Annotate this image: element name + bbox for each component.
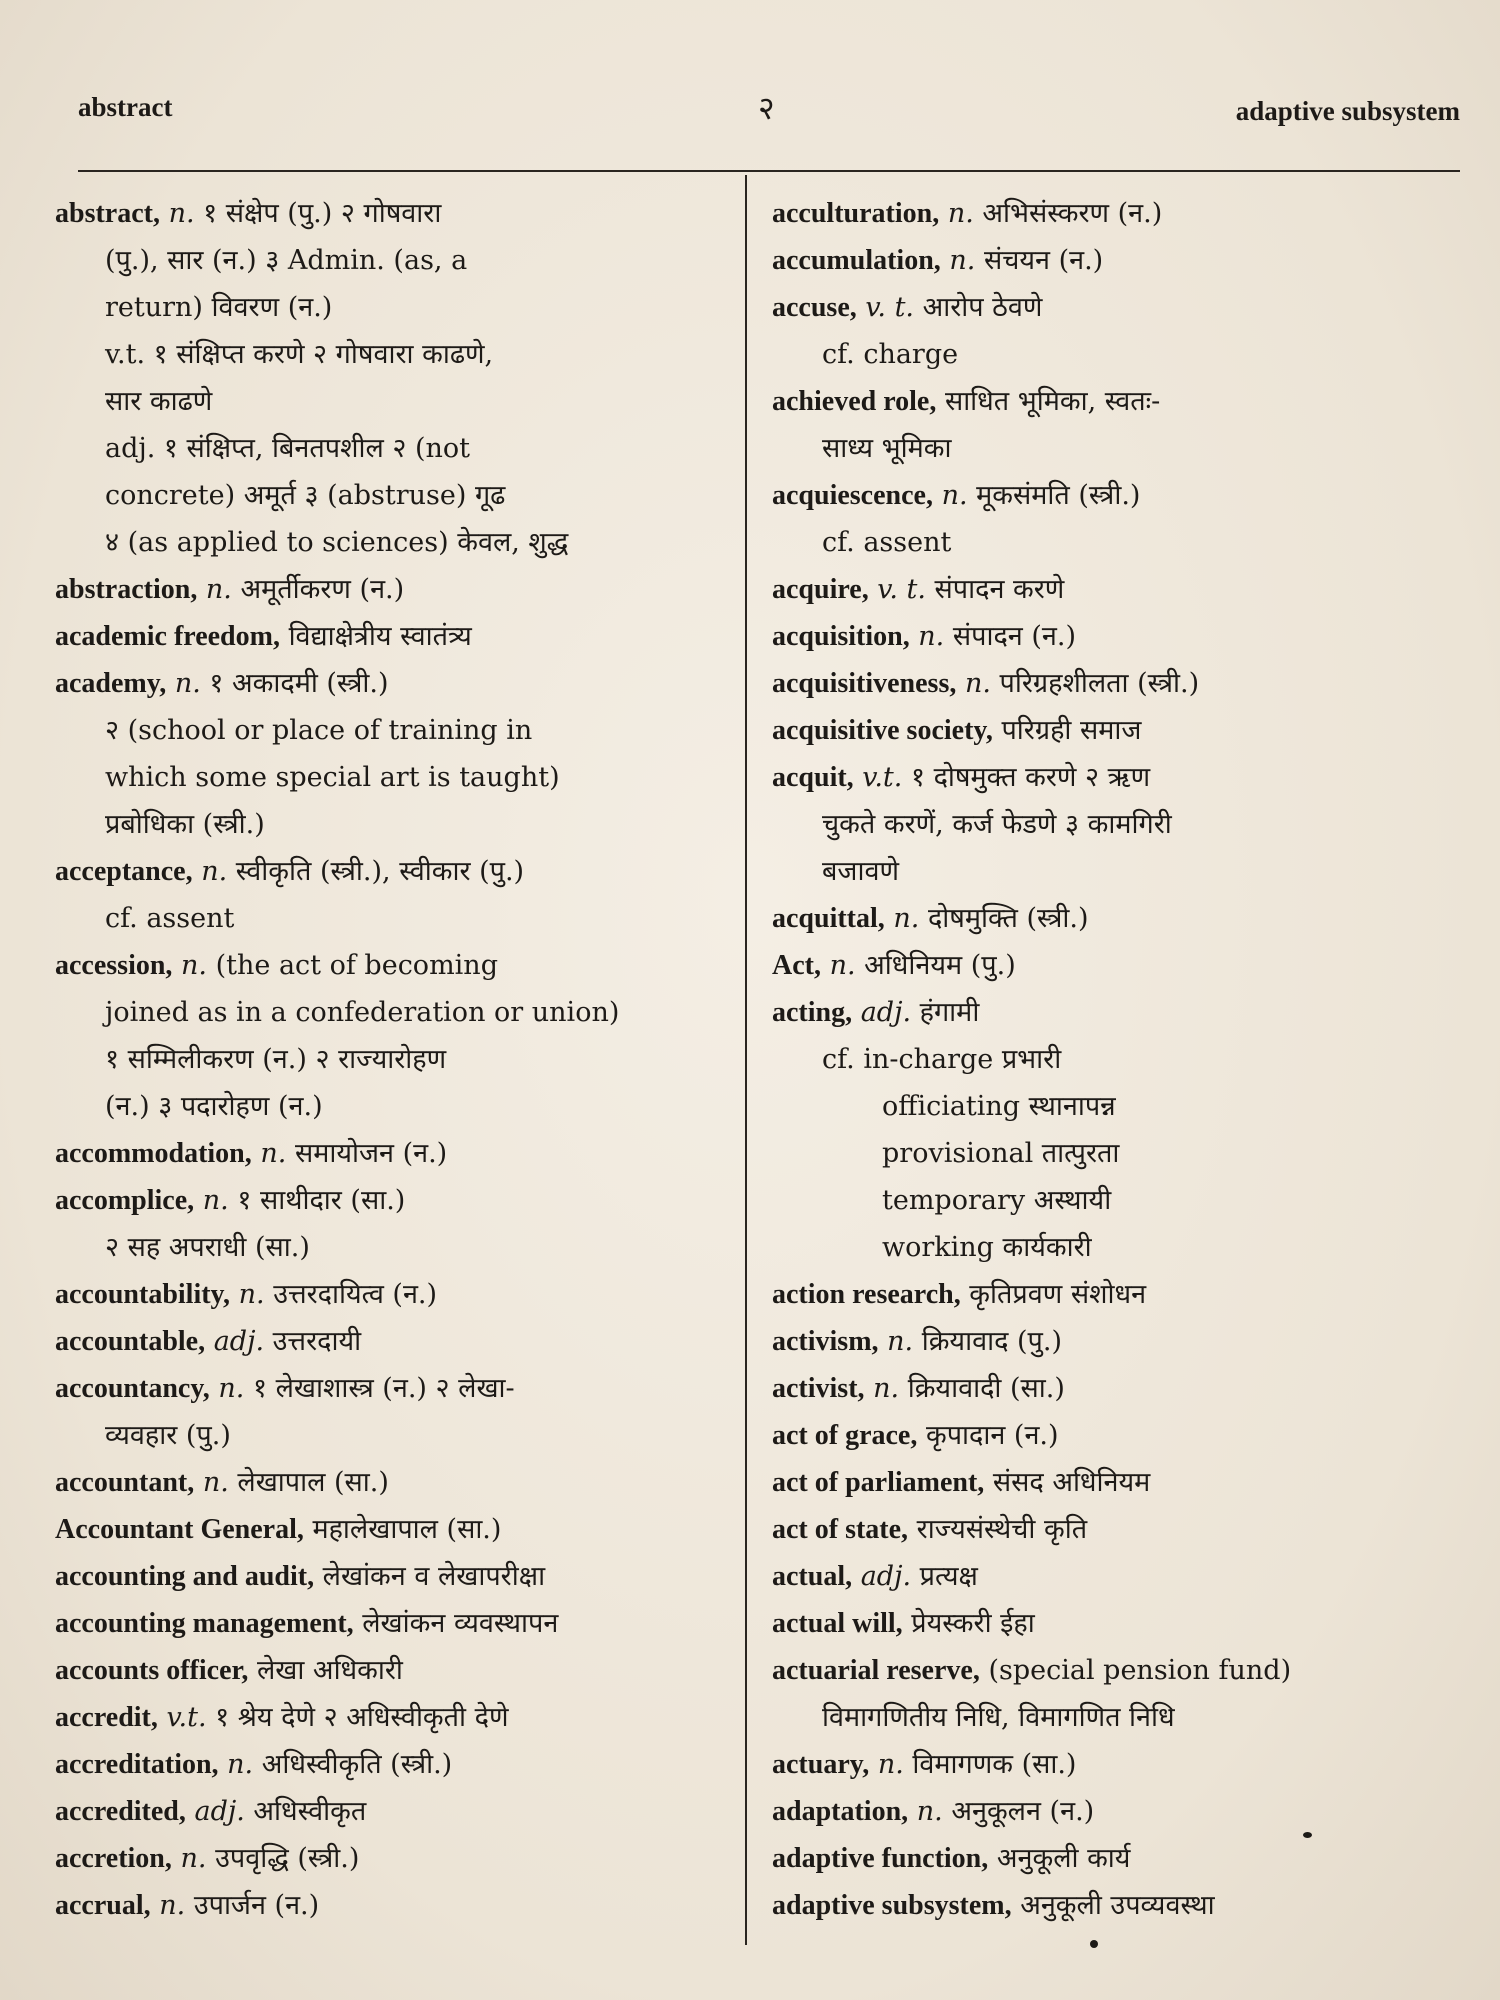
entry-headword: accumulation, (772, 245, 941, 276)
entry-headword: act of grace, (772, 1420, 918, 1451)
entry-continuation (772, 801, 1467, 848)
entry-headword: acceptance, (55, 856, 193, 887)
dictionary-entry (772, 378, 1467, 425)
dictionary-entry (55, 613, 725, 660)
dictionary-entry (55, 1318, 725, 1365)
entry-headword: Act, (772, 950, 821, 981)
entry-continuation-text: व्यवहार (पु.) (105, 1420, 231, 1451)
entry-headword: adaptation, (772, 1796, 909, 1827)
entry-continuation-text: concrete) अमूर्त ३ (abstruse) गूढ (105, 480, 506, 511)
part-of-speech: n. (893, 903, 920, 934)
entry-continuation (772, 1130, 1467, 1177)
dictionary-entry (772, 566, 1467, 613)
entry-headword: actual, (772, 1561, 853, 1592)
entry-headword: accommodation, (55, 1138, 252, 1169)
entry-headword: academy, (55, 668, 167, 699)
entry-continuation-text: (न.) ३ पदारोहण (न.) (105, 1091, 323, 1122)
entry-continuation (772, 1224, 1467, 1271)
entry-continuation-text: cf. assent (105, 903, 235, 934)
entry-definition: आरोप ठेवणे (922, 292, 1043, 323)
entry-headword: action research, (772, 1279, 961, 1310)
column-divider (745, 175, 747, 1945)
entry-definition: उत्तरदायित्व (न.) (273, 1279, 438, 1310)
entry-definition: विद्याक्षेत्रीय स्वातंत्र्य (288, 621, 472, 652)
page-header (78, 92, 1460, 132)
dictionary-entry (772, 754, 1467, 801)
entry-definition: मूकसंमति (स्त्री.) (976, 480, 1141, 511)
dictionary-entry (55, 1788, 725, 1835)
entry-continuation (55, 472, 725, 519)
part-of-speech: n. (180, 1843, 207, 1874)
entry-definition: अभिसंस्करण (न.) (982, 198, 1163, 229)
entry-continuation (55, 1224, 725, 1271)
entry-continuation (55, 754, 725, 801)
part-of-speech: n. (181, 950, 208, 981)
entry-definition: अनुकूलन (न.) (951, 1796, 1095, 1827)
part-of-speech: n. (941, 480, 968, 511)
entry-definition: संसद अधिनियम (992, 1467, 1151, 1498)
entry-headword: acquire, (772, 574, 869, 605)
dictionary-entry (55, 1130, 725, 1177)
entry-definition: १ दोषमुक्त करणे २ ऋण (910, 762, 1151, 793)
part-of-speech: n. (205, 574, 232, 605)
entry-continuation-text: officiating स्थानापन्न (882, 1091, 1116, 1122)
entry-continuation (772, 1083, 1467, 1130)
dictionary-entry (772, 1553, 1467, 1600)
entry-continuation (55, 1083, 725, 1130)
entry-continuation-text: साध्य भूमिका (822, 433, 952, 464)
dictionary-entry (772, 1271, 1467, 1318)
part-of-speech: adj. (194, 1796, 245, 1827)
dictionary-entry (55, 942, 725, 989)
entry-definition: क्रियावादी (सा.) (907, 1373, 1065, 1404)
entry-definition: प्रेयस्करी ईहा (911, 1608, 1035, 1639)
entry-headword: acquiescence, (772, 480, 933, 511)
entry-headword: academic freedom, (55, 621, 280, 652)
left-column (55, 190, 725, 1929)
entry-headword: acquisitive society, (772, 715, 993, 746)
dictionary-entry (772, 1600, 1467, 1647)
part-of-speech: v. t. (877, 574, 926, 605)
part-of-speech: n. (227, 1749, 254, 1780)
entry-continuation (55, 1412, 725, 1459)
part-of-speech: adj. (860, 1561, 912, 1592)
entry-continuation-text: provisional तात्पुरता (882, 1138, 1120, 1169)
entry-headword: acquisition, (772, 621, 910, 652)
header-first-word: abstract (78, 92, 173, 122)
part-of-speech: v.t. (166, 1702, 207, 1733)
entry-continuation (55, 707, 725, 754)
entry-headword: accrual, (55, 1890, 151, 1921)
part-of-speech: n. (877, 1749, 904, 1780)
entry-definition: अनुकूली उपव्यवस्था (1020, 1890, 1215, 1921)
entry-definition: महालेखापाल (सा.) (312, 1514, 502, 1545)
entry-continuation (55, 425, 725, 472)
entry-continuation-text: २ सह अपराधी (सा.) (105, 1232, 310, 1263)
entry-continuation-text: विमागणितीय निधि, विमागणित निधि (822, 1702, 1175, 1733)
entry-headword: act of parliament, (772, 1467, 985, 1498)
dictionary-entry (772, 707, 1467, 754)
entry-continuation-text: चुकते करणें, कर्ज फेडणे ३ कामगिरी (822, 809, 1172, 840)
entry-headword: accomplice, (55, 1185, 195, 1216)
entry-continuation-text: adj. १ संक्षिप्त, बिनतपशील २ (not (105, 433, 471, 464)
entry-definition: १ संक्षेप (पु.) २ गोषवारा (203, 198, 442, 229)
entry-continuation (772, 848, 1467, 895)
part-of-speech: n. (201, 856, 228, 887)
dictionary-entry (772, 284, 1467, 331)
entry-headword: accountable, (55, 1326, 206, 1357)
entry-continuation-text: v.t. १ संक्षिप्त करणे २ गोषवारा काढणे, (105, 339, 494, 370)
entry-continuation-text: joined as in a confederation or union) (105, 997, 620, 1028)
entry-headword: abstraction, (55, 574, 198, 605)
entry-continuation-text: which some special art is taught) (105, 762, 560, 793)
entry-continuation (772, 519, 1467, 566)
entry-continuation-text: सार काढणे (105, 386, 213, 417)
part-of-speech: n. (949, 245, 976, 276)
entry-headword: actual will, (772, 1608, 903, 1639)
dictionary-entry (772, 1506, 1467, 1553)
entry-headword: accreditation, (55, 1749, 219, 1780)
part-of-speech: n. (887, 1326, 914, 1357)
part-of-speech: adj. (213, 1326, 265, 1357)
page-number: २ (758, 90, 775, 126)
entry-definition: संपादन करणे (934, 574, 1065, 605)
part-of-speech: n. (218, 1373, 245, 1404)
entry-headword: accredit, (55, 1702, 158, 1733)
entry-continuation-text: return) विवरण (न.) (105, 292, 333, 323)
entry-definition: उपार्जन (न.) (193, 1890, 320, 1921)
dictionary-entry (55, 1271, 725, 1318)
entry-continuation-text: cf. assent (822, 527, 952, 558)
entry-definition: अधिस्वीकृति (स्त्री.) (261, 1749, 453, 1780)
entry-headword: accounting management, (55, 1608, 354, 1639)
entry-definition: १ साथीदार (सा.) (237, 1185, 406, 1216)
dictionary-entry (772, 1835, 1467, 1882)
dictionary-entry (772, 942, 1467, 989)
part-of-speech: n. (947, 198, 974, 229)
entry-definition: क्रियावाद (पु.) (921, 1326, 1062, 1357)
entry-definition: लेखांकन व लेखापरीक्षा (322, 1561, 546, 1592)
entry-definition: उत्तरदायी (272, 1326, 362, 1357)
entry-continuation (55, 284, 725, 331)
entry-headword: actuarial reserve, (772, 1655, 980, 1686)
ink-mark (1090, 1940, 1098, 1948)
dictionary-entry (55, 1835, 725, 1882)
header-rule (78, 170, 1460, 172)
entry-definition: संपादन (न.) (952, 621, 1076, 652)
entry-headword: accounting and audit, (55, 1561, 315, 1592)
header-last-word: adaptive subsystem (1235, 96, 1460, 126)
dictionary-entry (772, 1741, 1467, 1788)
entry-headword: acquisitiveness, (772, 668, 957, 699)
entry-definition: १ श्रेय देणे २ अधिस्वीकृती देणे (215, 1702, 509, 1733)
entry-definition: अधिस्वीकृत (253, 1796, 367, 1827)
entry-continuation-text: ४ (as applied to sciences) केवल, शुद्ध (105, 527, 569, 558)
entry-definition: अमूर्तीकरण (न.) (240, 574, 405, 605)
entry-continuation (772, 331, 1467, 378)
entry-headword: actuary, (772, 1749, 870, 1780)
dictionary-entry (772, 472, 1467, 519)
entry-continuation (772, 1177, 1467, 1224)
part-of-speech: n. (829, 950, 856, 981)
dictionary-entry (772, 1412, 1467, 1459)
dictionary-entry (55, 566, 725, 613)
dictionary-entry (772, 660, 1467, 707)
entry-continuation (55, 237, 725, 284)
entry-headword: abstract, (55, 198, 160, 229)
dictionary-entry (55, 1647, 725, 1694)
entry-headword: acquit, (772, 762, 854, 793)
entry-continuation-text: cf. in-charge प्रभारी (822, 1044, 1062, 1075)
entry-headword: accountancy, (55, 1373, 210, 1404)
entry-headword: accession, (55, 950, 173, 981)
entry-continuation (55, 801, 725, 848)
entry-continuation-text: प्रबोधिका (स्त्री.) (105, 809, 265, 840)
entry-headword: accountability, (55, 1279, 231, 1310)
entry-continuation-text: working कार्यकारी (882, 1232, 1092, 1263)
entry-continuation-text: (पु.), सार (न.) ३ Admin. (as, a (105, 245, 468, 276)
entry-continuation-text: बजावणे (822, 856, 899, 887)
part-of-speech: n. (202, 1185, 229, 1216)
entry-continuation (772, 1694, 1467, 1741)
entry-headword: accredited, (55, 1796, 186, 1827)
entry-continuation-text: temporary अस्थायी (882, 1185, 1112, 1216)
entry-continuation (772, 425, 1467, 472)
entry-continuation (55, 1036, 725, 1083)
part-of-speech: n. (260, 1138, 287, 1169)
entry-definition: कृपादान (न.) (925, 1420, 1059, 1451)
part-of-speech: n. (174, 668, 201, 699)
entry-definition: राज्यसंस्थेची कृति (916, 1514, 1088, 1545)
dictionary-entry (772, 190, 1467, 237)
dictionary-entry (55, 660, 725, 707)
entry-continuation (55, 519, 725, 566)
ink-mark (1303, 1832, 1312, 1838)
entry-headword: accretion, (55, 1843, 172, 1874)
entry-definition: प्रत्यक्ष (919, 1561, 978, 1592)
entry-definition: अधिनियम (पु.) (864, 950, 1016, 981)
part-of-speech: n. (238, 1279, 265, 1310)
entry-definition: समायोजन (न.) (294, 1138, 448, 1169)
dictionary-entry (55, 190, 725, 237)
entry-definition: (special pension fund) (988, 1655, 1292, 1686)
entry-headword: achieved role, (772, 386, 937, 417)
entry-definition: उपवृद्धि (स्त्री.) (215, 1843, 360, 1874)
entry-continuation (55, 331, 725, 378)
dictionary-entry (772, 1788, 1467, 1835)
entry-definition: दोषमुक्ति (स्त्री.) (927, 903, 1089, 934)
dictionary-entry (55, 1600, 725, 1647)
part-of-speech: n. (916, 1796, 943, 1827)
entry-headword: activist, (772, 1373, 865, 1404)
dictionary-entry (55, 1882, 725, 1929)
entry-continuation (772, 1036, 1467, 1083)
entry-definition: संचयन (न.) (983, 245, 1104, 276)
part-of-speech: n. (873, 1373, 900, 1404)
entry-definition: लेखापाल (सा.) (237, 1467, 389, 1498)
dictionary-entry (772, 1365, 1467, 1412)
entry-continuation-text: cf. charge (822, 339, 959, 370)
entry-headword: acting, (772, 997, 853, 1028)
dictionary-entry (55, 848, 725, 895)
dictionary-entry (55, 1741, 725, 1788)
entry-definition: अनुकूली कार्य (996, 1843, 1131, 1874)
entry-headword: accuse, (772, 292, 857, 323)
part-of-speech: n. (918, 621, 945, 652)
dictionary-entry (772, 895, 1467, 942)
entry-definition: परिग्रहशीलता (स्त्री.) (999, 668, 1200, 699)
entry-headword: act of state, (772, 1514, 909, 1545)
entry-definition: (the act of becoming (215, 950, 498, 981)
dictionary-entry (55, 1694, 725, 1741)
entry-definition: विमागणक (सा.) (912, 1749, 1077, 1780)
entry-headword: adaptive function, (772, 1843, 989, 1874)
entry-headword: accounts officer, (55, 1655, 249, 1686)
entry-definition: १ लेखाशास्त्र (न.) २ लेखा- (252, 1373, 515, 1404)
entry-definition: साधित भूमिका, स्वतः- (944, 386, 1161, 417)
dictionary-entry (772, 613, 1467, 660)
entry-definition: कृतिप्रवण संशोधन (969, 1279, 1147, 1310)
entry-continuation-text: १ सम्मिलीकरण (न.) २ राज्यारोहण (105, 1044, 447, 1075)
entry-continuation-text: २ (school or place of training in (105, 715, 533, 746)
entry-headword: accountant, (55, 1467, 195, 1498)
entry-continuation (55, 989, 725, 1036)
part-of-speech: v. t. (865, 292, 915, 323)
dictionary-entry (55, 1459, 725, 1506)
entry-definition: हंगामी (919, 997, 980, 1028)
dictionary-entry (772, 237, 1467, 284)
dictionary-entry (55, 1365, 725, 1412)
entry-headword: acquittal, (772, 903, 885, 934)
entry-headword: acculturation, (772, 198, 940, 229)
dictionary-entry (772, 1647, 1467, 1694)
dictionary-entry (772, 1459, 1467, 1506)
entry-continuation (55, 895, 725, 942)
dictionary-entry (55, 1506, 725, 1553)
part-of-speech: n. (964, 668, 991, 699)
entry-continuation (55, 378, 725, 425)
part-of-speech: adj. (860, 997, 912, 1028)
dictionary-entry (772, 1318, 1467, 1365)
dictionary-entry (772, 989, 1467, 1036)
dictionary-entry (772, 1882, 1467, 1929)
entry-headword: Accountant General, (55, 1514, 304, 1545)
part-of-speech: n. (168, 198, 195, 229)
entry-headword: activism, (772, 1326, 879, 1357)
part-of-speech: n. (159, 1890, 186, 1921)
dictionary-entry (55, 1177, 725, 1224)
right-column (772, 190, 1467, 1929)
part-of-speech: v.t. (862, 762, 903, 793)
entry-definition: लेखांकन व्यवस्थापन (362, 1608, 559, 1639)
dictionary-entry (55, 1553, 725, 1600)
part-of-speech: n. (202, 1467, 229, 1498)
entry-headword: adaptive subsystem, (772, 1890, 1012, 1921)
entry-definition: लेखा अधिकारी (256, 1655, 403, 1686)
entry-definition: १ अकादमी (स्त्री.) (209, 668, 389, 699)
entry-definition: परिग्रही समाज (1001, 715, 1142, 746)
entry-definition: स्वीकृति (स्त्री.), स्वीकार (पु.) (235, 856, 525, 887)
